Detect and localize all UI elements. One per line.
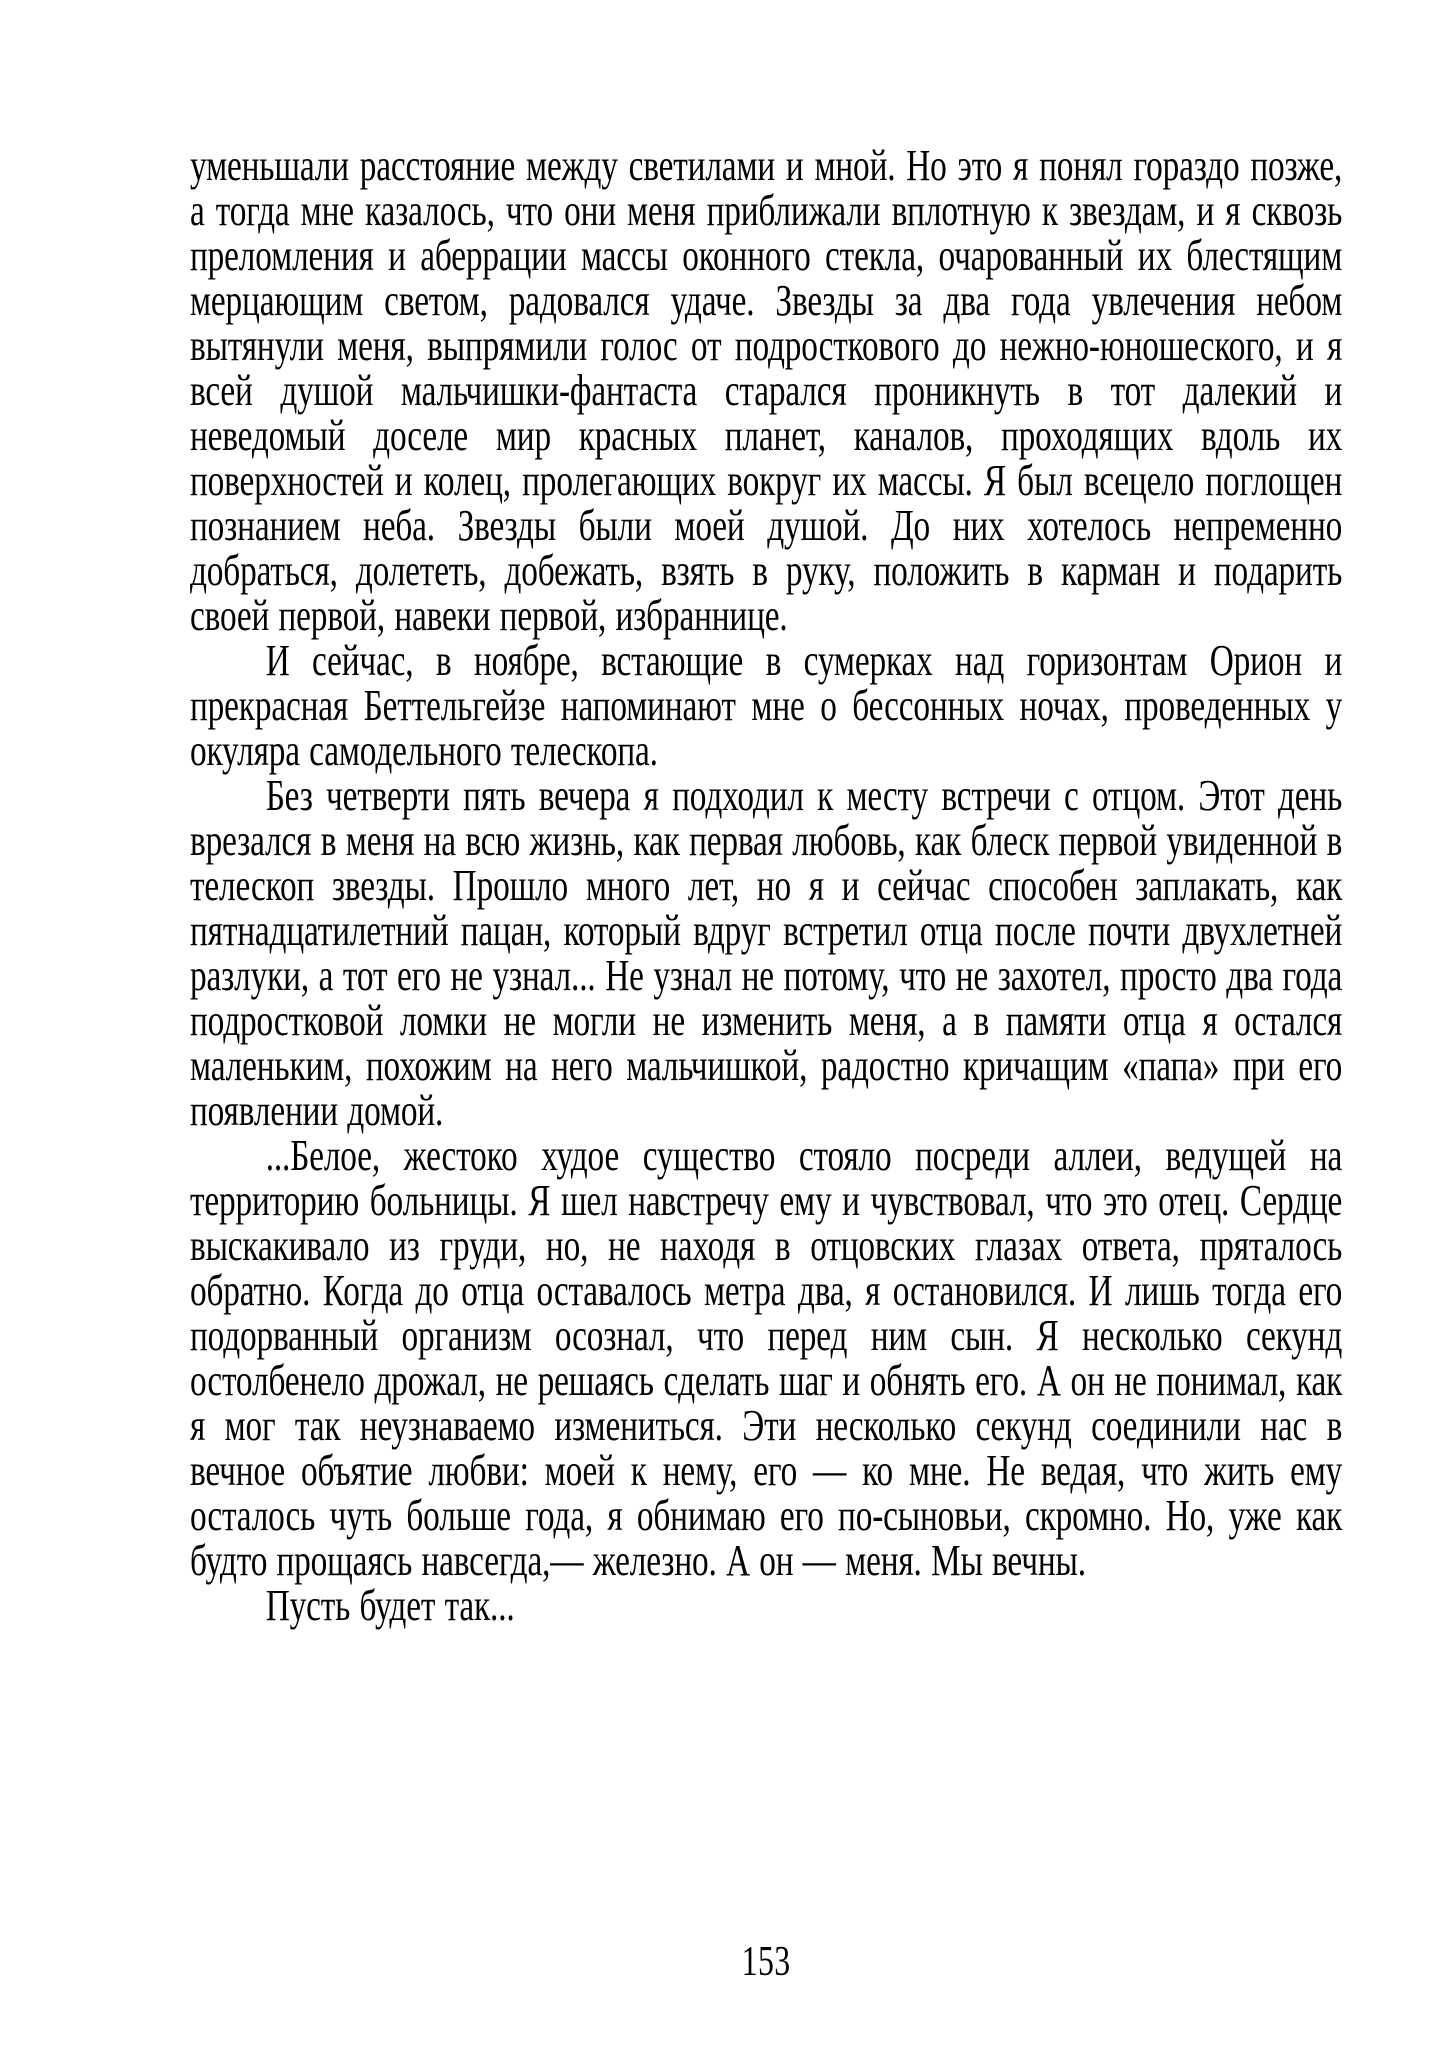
text-content bbox=[190, 143, 1342, 1628]
paragraph-1: уменьшали расстояние между светилами и мной. Но это я понял гораздо позже, а тогда мне казалось, что они меня приближали вплотную к звездам, и я сквозь преломления и аберрации массы оконного стекла, очарованный их блестящим мерцающим светом, радовался удаче. Звезды за два года увлечения небом вытянули меня, выпрямили голос от подросткового до нежно-юношеского, и я всей душой мальчишки-фантаста старался проникнуть в тот далекий и неведомый доселе мир красных планет, каналов, проходящих вдоль их поверхностей и колец, пролегающих вокруг их массы. Я был всецело поглощен познанием неба. Звезды были моей душой. До них хотелось непременно добраться, долететь, добежать, взять в руку, положить в карман и подарить своей первой, навеки первой, избраннице. bbox=[190, 141, 1343, 640]
paragraph-4: ...Белое, жестоко худое существо стояло посреди аллеи, ведущей на территорию больницы. Я шел навстречу ему и чувствовал, что это отец. Сердце выскакивало из груди, но, не находя в отцовских глазах ответа, пряталось обратно. Когда до отца оставалось метра два, я остановился. И лишь тогда его подорванный организм осознал, что перед ним сын. Я несколько секунд остолбенело дрожал, не решаясь сделать шаг и обнять его. А он не понимал, как я мог так неузнаваемо измениться. Эти несколько секунд соединили нас в вечное объятие любви: моей к нему, его — ко мне. Не ведая, что жить ему осталось чуть больше года, я обнимаю его по-сыновьи, скромно. Но, уже как будто прощаясь навсегда,— железно. А он — меня. Мы вечны. bbox=[190, 1131, 1343, 1585]
page-number: 153 bbox=[741, 1939, 791, 1985]
paragraph-3: Без четверти пять вечера я подходил к месту встречи с отцом. Этот день врезался в меня на всю жизнь, как первая любовь, как блеск первой увиденной в телескоп звезды. Прошло много лет, но я и сейчас способен заплакать, как пятнадцатилетний пацан, который вдруг встретил отца после почти двухлетней разлуки, а тот его не узнал... Не узнал не потому, что не захотел, просто два года подростковой ломки не могли не изменить меня, а в памяти отца я остался маленьким, похожим на него мальчишкой, радостно кричащим «папа» при его появлении домой. bbox=[190, 771, 1343, 1135]
paragraph-2: И сейчас, в ноябре, встающие в сумерках над горизонтам Орион и прекрасная Беттельгейзе напоминают мне о бессонных ночах, проведенных у окуляра самодельного телескопа. bbox=[190, 636, 1343, 775]
paragraph-5: Пусть будет так... bbox=[265, 1581, 515, 1630]
